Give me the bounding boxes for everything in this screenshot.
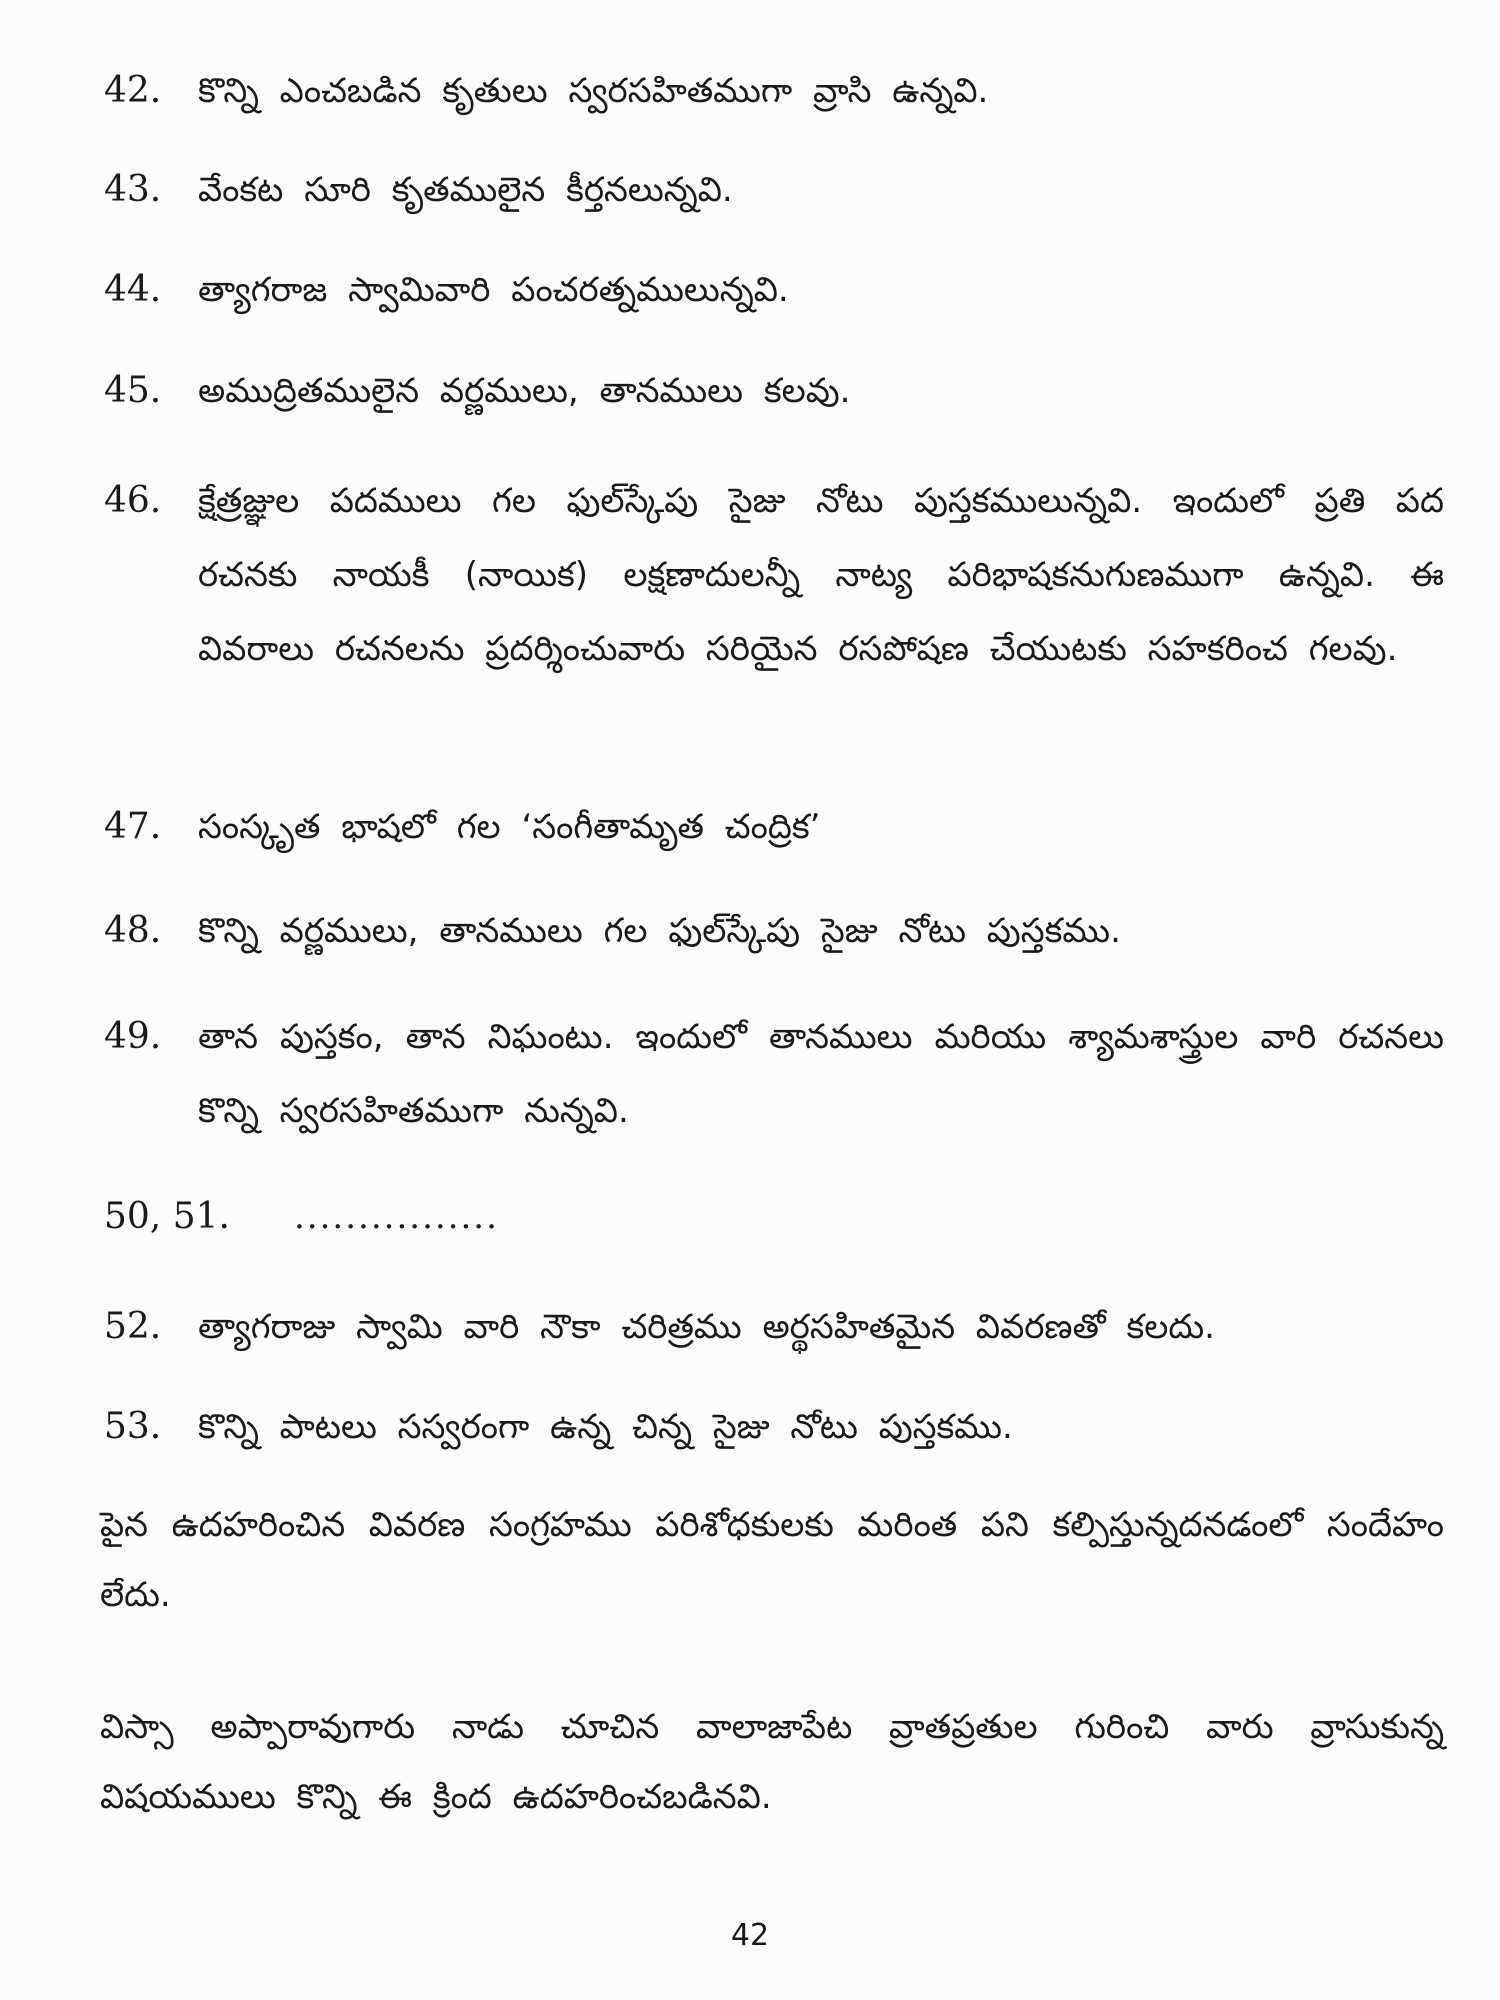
list-item-45	[104, 354, 1444, 428]
item-text: అముద్రితములైన వర్ణములు, తానములు కలవు.	[198, 371, 851, 411]
item-number: 43.	[104, 169, 162, 210]
list-item-42	[104, 54, 1444, 128]
item-number: 48.	[104, 910, 162, 951]
item-text: క్షేత్రజ్ఞుల పదములు గల ఫుల్‌స్కేపు సైజు నోటు పుస్తకములున్నవి. ఇందులో ప్రతి పద రచనకు నాయకీ (నాయిక) లక్షణాదులన్నీ నాట్య పరిభాషకనుగుణముగా ఉన్నవి. ఈ వివరాలు రచనలను ప్రదర్శించువారు సరియైన రసపోషణ చేయుటకు సహకరించ గలవు.	[198, 481, 1444, 669]
item-number: 49.	[104, 1016, 162, 1057]
list-item-44	[104, 253, 1444, 327]
list-item-53	[104, 1390, 1444, 1464]
list-item-48	[104, 894, 1444, 968]
item-number: 45.	[104, 370, 162, 411]
item-text: తాన పుస్తకం, తాన నిఘంటు. ఇందులో తానములు మరియు శ్యామశాస్త్రుల వారి రచనలు కొన్ని స్వరసహితముగా నున్నవి.	[198, 1017, 1444, 1131]
item-text: కొన్ని వర్ణములు, తానములు గల ఫుల్‌స్కేపు సైజు నోటు పుస్తకము.	[198, 911, 1121, 951]
item-number: 52.	[104, 1306, 162, 1347]
summary-paragraph: పైన ఉదహరించిన వివరణ సంగ్రహము పరిశోధకులకు మరింత పని కల్పిస్తున్నదనడంలో సందేహం లేదు.	[100, 1505, 1444, 1615]
item-text: ................	[294, 1197, 499, 1237]
list-item-43	[104, 153, 1444, 227]
closing-paragraph: విస్సా అప్పారావుగారు నాడు చూచిన వాలాజాపేట వ్రాతప్రతుల గురించి వారు వ్రాసుకున్న విషయములు కొన్ని ఈ క్రింద ఉదహరించబడినవి.	[100, 1707, 1444, 1817]
item-text: త్యాగరాజ స్వామివారి పంచరత్నములున్నవి.	[198, 270, 789, 310]
item-text: త్యాగరాజు స్వామి వారి నౌకా చరిత్రము అర్థసహితమైన వివరణతో కలదు.	[198, 1307, 1215, 1347]
list-item-50-51	[104, 1180, 1444, 1254]
item-number: 46.	[104, 480, 162, 521]
item-number: 47.	[104, 806, 162, 847]
item-number: 53.	[104, 1406, 162, 1447]
list-item-47	[104, 790, 1444, 864]
list-item-52	[104, 1290, 1444, 1364]
page-number: 42	[730, 1918, 770, 1953]
item-text: కొన్ని ఎంచబడిన కృతులు స్వరసహితముగా వ్రాసి ఉన్నవి.	[198, 71, 989, 111]
item-number: 42.	[104, 70, 162, 111]
item-number: 50, 51.	[104, 1196, 230, 1237]
item-text: వేంకట సూరి కృతములైన కీర్తనలున్నవి.	[198, 170, 733, 210]
item-text: కొన్ని పాటలు సస్వరంగా ఉన్న చిన్న సైజు నోటు పుస్తకము.	[198, 1407, 1013, 1447]
item-number: 44.	[104, 269, 162, 310]
list-item-46	[104, 464, 1444, 686]
item-text: సంస్కృత భాషలో గల ‘సంగీతామృత చంద్రిక’	[198, 807, 821, 847]
list-item-49	[104, 1000, 1444, 1148]
